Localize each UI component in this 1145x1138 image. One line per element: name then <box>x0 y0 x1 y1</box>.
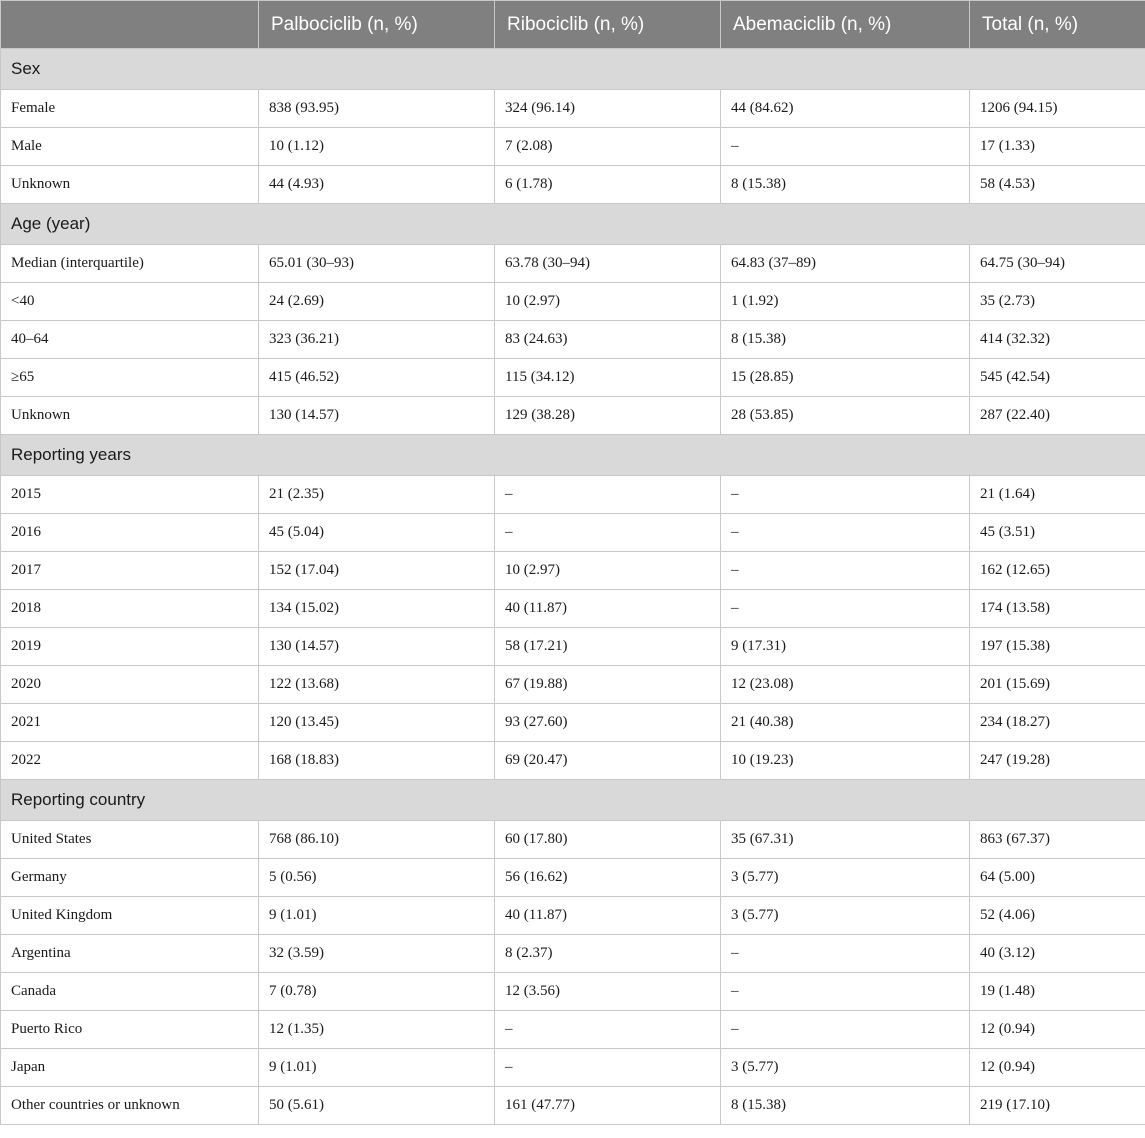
section-row <box>1 204 1145 245</box>
ribociclib-cell: 10 (2.97) <box>495 283 721 321</box>
ribociclib-cell: 6 (1.78) <box>495 166 721 204</box>
palbociclib-cell: 5 (0.56) <box>259 859 495 897</box>
abemaciclib-cell: 44 (84.62) <box>721 90 970 128</box>
abemaciclib-cell: 1 (1.92) <box>721 283 970 321</box>
abemaciclib-cell: 3 (5.77) <box>721 897 970 935</box>
palbociclib-cell: 50 (5.61) <box>259 1087 495 1125</box>
table-row <box>1 476 1145 514</box>
row-label-cell: Germany <box>1 859 259 897</box>
ribociclib-cell: 60 (17.80) <box>495 821 721 859</box>
table-row <box>1 283 1145 321</box>
palbociclib-cell: 44 (4.93) <box>259 166 495 204</box>
table-row <box>1 90 1145 128</box>
ribociclib-cell: 10 (2.97) <box>495 552 721 590</box>
palbociclib-cell: 45 (5.04) <box>259 514 495 552</box>
section-row <box>1 49 1145 90</box>
abemaciclib-cell: 64.83 (37–89) <box>721 245 970 283</box>
palbociclib-cell: 32 (3.59) <box>259 935 495 973</box>
table-row <box>1 628 1145 666</box>
section-title: Sex <box>1 49 1145 90</box>
ribociclib-cell: 56 (16.62) <box>495 859 721 897</box>
palbociclib-cell: 130 (14.57) <box>259 628 495 666</box>
total-cell: 287 (22.40) <box>970 397 1145 435</box>
ribociclib-cell: 8 (2.37) <box>495 935 721 973</box>
total-cell: 162 (12.65) <box>970 552 1145 590</box>
table-row <box>1 821 1145 859</box>
table-row <box>1 245 1145 283</box>
palbociclib-cell: 7 (0.78) <box>259 973 495 1011</box>
palbociclib-cell: 9 (1.01) <box>259 897 495 935</box>
table-row <box>1 1087 1145 1125</box>
row-label-cell: Argentina <box>1 935 259 973</box>
section-title: Reporting country <box>1 780 1145 821</box>
row-label-cell: Puerto Rico <box>1 1011 259 1049</box>
palbociclib-cell: 134 (15.02) <box>259 590 495 628</box>
table-row <box>1 321 1145 359</box>
ribociclib-cell: 7 (2.08) <box>495 128 721 166</box>
ribociclib-cell: 63.78 (30–94) <box>495 245 721 283</box>
total-cell: 219 (17.10) <box>970 1087 1145 1125</box>
abemaciclib-cell: – <box>721 476 970 514</box>
table-row <box>1 552 1145 590</box>
abemaciclib-cell: – <box>721 128 970 166</box>
palbociclib-cell: 10 (1.12) <box>259 128 495 166</box>
abemaciclib-cell: 35 (67.31) <box>721 821 970 859</box>
total-cell: 174 (13.58) <box>970 590 1145 628</box>
total-cell: 247 (19.28) <box>970 742 1145 780</box>
row-label-cell: 2022 <box>1 742 259 780</box>
table-row <box>1 704 1145 742</box>
header-cell-palbociclib: Palbociclib (n, %) <box>259 1 495 49</box>
total-cell: 21 (1.64) <box>970 476 1145 514</box>
total-cell: 1206 (94.15) <box>970 90 1145 128</box>
total-cell: 12 (0.94) <box>970 1011 1145 1049</box>
palbociclib-cell: 168 (18.83) <box>259 742 495 780</box>
row-label-cell: United States <box>1 821 259 859</box>
table-row <box>1 397 1145 435</box>
row-label-cell: 40–64 <box>1 321 259 359</box>
table-row <box>1 935 1145 973</box>
row-label-cell: United Kingdom <box>1 897 259 935</box>
palbociclib-cell: 415 (46.52) <box>259 359 495 397</box>
total-cell: 12 (0.94) <box>970 1049 1145 1087</box>
palbociclib-cell: 152 (17.04) <box>259 552 495 590</box>
total-cell: 545 (42.54) <box>970 359 1145 397</box>
total-cell: 35 (2.73) <box>970 283 1145 321</box>
header-cell-label <box>1 1 259 49</box>
total-cell: 64.75 (30–94) <box>970 245 1145 283</box>
abemaciclib-cell: 8 (15.38) <box>721 1087 970 1125</box>
ribociclib-cell: 69 (20.47) <box>495 742 721 780</box>
abemaciclib-cell: 3 (5.77) <box>721 1049 970 1087</box>
row-label-cell: <40 <box>1 283 259 321</box>
section-row <box>1 435 1145 476</box>
abemaciclib-cell: 9 (17.31) <box>721 628 970 666</box>
abemaciclib-cell: 8 (15.38) <box>721 166 970 204</box>
row-label-cell: 2016 <box>1 514 259 552</box>
table-row <box>1 859 1145 897</box>
section-title: Age (year) <box>1 204 1145 245</box>
table-row <box>1 973 1145 1011</box>
row-label-cell: Median (interquartile) <box>1 245 259 283</box>
header-cell-total: Total (n, %) <box>970 1 1145 49</box>
palbociclib-cell: 24 (2.69) <box>259 283 495 321</box>
abemaciclib-cell: – <box>721 590 970 628</box>
total-cell: 58 (4.53) <box>970 166 1145 204</box>
abemaciclib-cell: – <box>721 973 970 1011</box>
ribociclib-cell: 58 (17.21) <box>495 628 721 666</box>
palbociclib-cell: 130 (14.57) <box>259 397 495 435</box>
ribociclib-cell: – <box>495 514 721 552</box>
ribociclib-cell: – <box>495 476 721 514</box>
palbociclib-cell: 122 (13.68) <box>259 666 495 704</box>
palbociclib-cell: 120 (13.45) <box>259 704 495 742</box>
row-label-cell: ≥65 <box>1 359 259 397</box>
abemaciclib-cell: 12 (23.08) <box>721 666 970 704</box>
section-title: Reporting years <box>1 435 1145 476</box>
row-label-cell: Canada <box>1 973 259 1011</box>
section-row <box>1 780 1145 821</box>
header-cell-ribociclib: Ribociclib (n, %) <box>495 1 721 49</box>
palbociclib-cell: 323 (36.21) <box>259 321 495 359</box>
palbociclib-cell: 12 (1.35) <box>259 1011 495 1049</box>
palbociclib-cell: 65.01 (30–93) <box>259 245 495 283</box>
table-row <box>1 742 1145 780</box>
row-label-cell: Unknown <box>1 397 259 435</box>
ribociclib-cell: 83 (24.63) <box>495 321 721 359</box>
row-label-cell: Other countries or unknown <box>1 1087 259 1125</box>
table-row <box>1 514 1145 552</box>
total-cell: 197 (15.38) <box>970 628 1145 666</box>
table-row <box>1 1011 1145 1049</box>
table-row <box>1 1049 1145 1087</box>
header-cell-abemaciclib: Abemaciclib (n, %) <box>721 1 970 49</box>
total-cell: 19 (1.48) <box>970 973 1145 1011</box>
total-cell: 17 (1.33) <box>970 128 1145 166</box>
ribociclib-cell: 40 (11.87) <box>495 590 721 628</box>
table-body <box>1 49 1145 1125</box>
total-cell: 414 (32.32) <box>970 321 1145 359</box>
total-cell: 40 (3.12) <box>970 935 1145 973</box>
row-label-cell: 2020 <box>1 666 259 704</box>
total-cell: 234 (18.27) <box>970 704 1145 742</box>
row-label-cell: 2015 <box>1 476 259 514</box>
total-cell: 45 (3.51) <box>970 514 1145 552</box>
total-cell: 201 (15.69) <box>970 666 1145 704</box>
abemaciclib-cell: – <box>721 1011 970 1049</box>
ribociclib-cell: 115 (34.12) <box>495 359 721 397</box>
palbociclib-cell: 768 (86.10) <box>259 821 495 859</box>
palbociclib-cell: 21 (2.35) <box>259 476 495 514</box>
abemaciclib-cell: 21 (40.38) <box>721 704 970 742</box>
row-label-cell: Female <box>1 90 259 128</box>
table-row <box>1 359 1145 397</box>
total-cell: 52 (4.06) <box>970 897 1145 935</box>
table-row <box>1 897 1145 935</box>
ribociclib-cell: 161 (47.77) <box>495 1087 721 1125</box>
row-label-cell: 2019 <box>1 628 259 666</box>
row-label-cell: 2021 <box>1 704 259 742</box>
abemaciclib-cell: – <box>721 935 970 973</box>
row-label-cell: 2017 <box>1 552 259 590</box>
abemaciclib-cell: 15 (28.85) <box>721 359 970 397</box>
ribociclib-cell: – <box>495 1011 721 1049</box>
ribociclib-cell: – <box>495 1049 721 1087</box>
abemaciclib-cell: 8 (15.38) <box>721 321 970 359</box>
ribociclib-cell: 67 (19.88) <box>495 666 721 704</box>
row-label-cell: Male <box>1 128 259 166</box>
row-label-cell: 2018 <box>1 590 259 628</box>
table-row <box>1 590 1145 628</box>
abemaciclib-cell: 10 (19.23) <box>721 742 970 780</box>
table-row <box>1 128 1145 166</box>
palbociclib-cell: 9 (1.01) <box>259 1049 495 1087</box>
header-row <box>1 1 1145 49</box>
ribociclib-cell: 40 (11.87) <box>495 897 721 935</box>
total-cell: 64 (5.00) <box>970 859 1145 897</box>
abemaciclib-cell: – <box>721 514 970 552</box>
abemaciclib-cell: 28 (53.85) <box>721 397 970 435</box>
table-row <box>1 666 1145 704</box>
abemaciclib-cell: 3 (5.77) <box>721 859 970 897</box>
total-cell: 863 (67.37) <box>970 821 1145 859</box>
palbociclib-cell: 838 (93.95) <box>259 90 495 128</box>
ribociclib-cell: 12 (3.56) <box>495 973 721 1011</box>
ribociclib-cell: 129 (38.28) <box>495 397 721 435</box>
table-row <box>1 166 1145 204</box>
ribociclib-cell: 93 (27.60) <box>495 704 721 742</box>
abemaciclib-cell: – <box>721 552 970 590</box>
ribociclib-cell: 324 (96.14) <box>495 90 721 128</box>
row-label-cell: Unknown <box>1 166 259 204</box>
row-label-cell: Japan <box>1 1049 259 1087</box>
